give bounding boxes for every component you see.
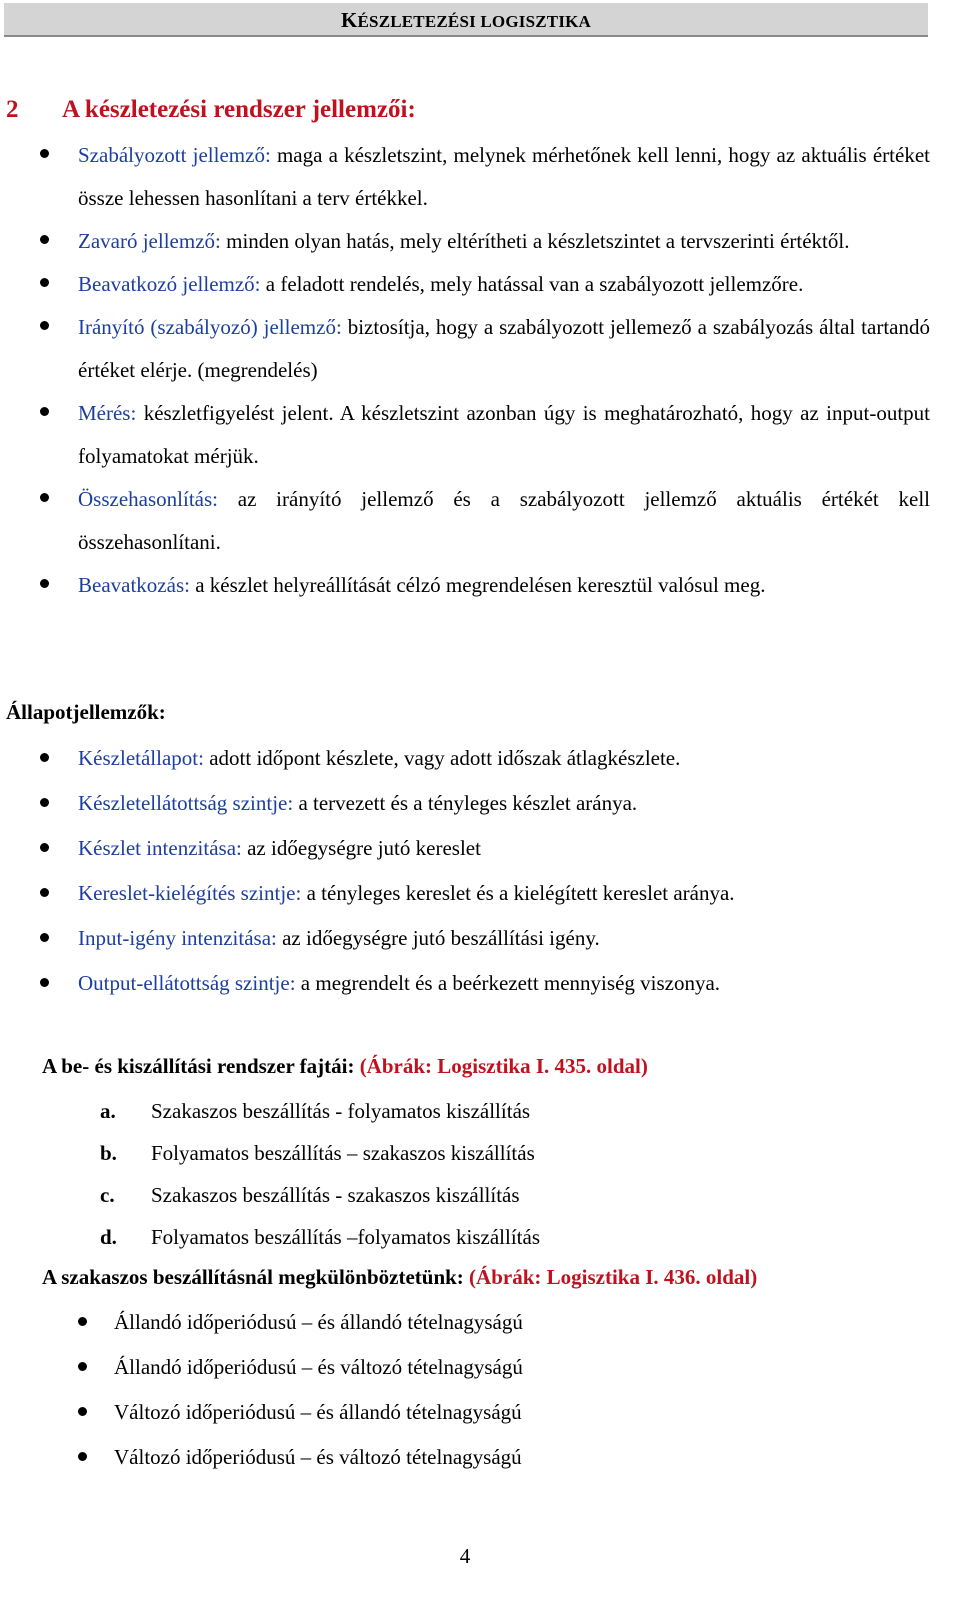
- list-item: [0, 306, 930, 392]
- item-letter: c.: [100, 1183, 115, 1207]
- bullet-icon: [40, 493, 49, 502]
- term: Összehasonlítás:: [78, 487, 218, 511]
- definition: biztosítja, hogy a szabályozott jellemező a szabályozás által tartandó értéket elérje. (megrendelés): [78, 315, 930, 382]
- bullet-icon: [40, 798, 49, 807]
- list-item: [0, 871, 930, 916]
- running-header: [4, 3, 928, 37]
- item-text: Változó időperiódusú – és változó tételnagyságú: [114, 1445, 522, 1469]
- state-characteristics-heading: Állapotjellemzők:: [6, 700, 166, 724]
- list-item: [0, 478, 930, 564]
- bullet-icon: [40, 278, 49, 287]
- definition: a tényleges kereslet és a kielégített kereslet aránya.: [301, 881, 735, 905]
- definition: a megrendelt és a beérkezett mennyiség viszonya.: [295, 971, 721, 995]
- delivery-types-title: A be- és kiszállítási rendszer fajtái:: [42, 1054, 360, 1078]
- bullet-icon: [40, 978, 49, 987]
- section-number: 2: [6, 96, 19, 123]
- delivery-types-reference: (Ábrák: Logisztika I. 435. oldal): [359, 1054, 648, 1078]
- term: Készletellátottság szintje:: [78, 791, 294, 815]
- bullet-icon: [40, 933, 49, 942]
- term: Zavaró jellemző:: [78, 229, 221, 253]
- term: Output-ellátottság szintje:: [78, 971, 296, 995]
- page-number: 4: [459, 1544, 471, 1568]
- term: Készlet intenzitása:: [78, 836, 242, 860]
- list-item: [0, 1390, 523, 1435]
- item-text: Folyamatos beszállítás –folyamatos kiszállítás: [151, 1225, 541, 1249]
- term: Szabályozott jellemző:: [78, 143, 271, 167]
- list-item: [0, 961, 930, 1006]
- list-item: [0, 736, 930, 781]
- list-item: [0, 1435, 523, 1480]
- section-heading: [6, 96, 416, 124]
- delivery-types-list: [100, 1090, 540, 1258]
- bullet-icon: [40, 843, 49, 852]
- item-text: Állandó időperiódusú – és változó tételnagyságú: [114, 1355, 523, 1379]
- header-initial: K: [340, 8, 358, 32]
- term: Beavatkozás:: [78, 573, 190, 597]
- periodic-delivery-heading: [42, 1265, 757, 1290]
- state-characteristics-list: [0, 736, 930, 1006]
- periodic-delivery-title: A szakaszos beszállításnál megkülönböztetünk:: [42, 1265, 470, 1289]
- definition: készletfigyelést jelent. A készletszint azonban úgy is meghatározható, hogy az input-output folyamatokat mérjük.: [78, 401, 930, 468]
- definition: a tervezett és a tényleges készlet aránya.: [293, 791, 638, 815]
- item-letter: a.: [100, 1099, 116, 1123]
- list-item: [0, 392, 930, 478]
- definition: adott időpont készlete, vagy adott időszak átlagkészlete.: [203, 746, 681, 770]
- header-rest: ÉSZLETEZÉSI LOGISZTIKA: [357, 12, 592, 31]
- bullet-icon: [78, 1317, 87, 1326]
- section-title: A készletezési rendszer jellemzői:: [62, 96, 416, 123]
- bullet-icon: [40, 888, 49, 897]
- list-item: [100, 1216, 540, 1258]
- list-item: [0, 263, 930, 306]
- term: Input-igény intenzitása:: [78, 926, 277, 950]
- item-text: Folyamatos beszállítás – szakaszos kiszállítás: [151, 1141, 535, 1165]
- term: Irányító (szabályozó) jellemző:: [78, 315, 342, 339]
- list-item: [0, 1300, 523, 1345]
- item-text: Szakaszos beszállítás - folyamatos kiszállítás: [151, 1099, 531, 1123]
- list-item: [100, 1174, 540, 1216]
- list-item: [0, 220, 930, 263]
- definition: minden olyan hatás, mely eltérítheti a készletszintet a tervszerinti értéktől.: [220, 229, 850, 253]
- list-item: [0, 1345, 523, 1390]
- characteristics-list: [0, 134, 930, 607]
- bullet-icon: [40, 149, 49, 158]
- list-item: [0, 916, 930, 961]
- item-text: Állandó időperiódusú – és állandó tételnagyságú: [114, 1310, 523, 1334]
- bullet-icon: [78, 1452, 87, 1461]
- bullet-icon: [40, 579, 49, 588]
- definition: a feladott rendelés, mely hatással van a szabályozott jellemzőre.: [260, 272, 804, 296]
- periodic-delivery-reference: (Ábrák: Logisztika I. 436. oldal): [469, 1265, 758, 1289]
- definition: az irányító jellemző és a szabályozott jellemző aktuális értékét kell összehasonlítani.: [78, 487, 930, 554]
- term: Kereslet-kielégítés szintje:: [78, 881, 302, 905]
- bullet-icon: [40, 235, 49, 244]
- item-text: Változó időperiódusú – és állandó tételnagyságú: [114, 1400, 522, 1424]
- definition: az időegységre jutó beszállítási igény.: [276, 926, 600, 950]
- list-item: [0, 781, 930, 826]
- bullet-icon: [78, 1407, 87, 1416]
- definition: a készlet helyreállítását célzó megrendelésen keresztül valósul meg.: [189, 573, 766, 597]
- list-item: [0, 564, 930, 607]
- definition: maga a készletszint, melynek mérhetőnek kell lenni, hogy az aktuális értéket össze lehessen hasonlítani a terv értékkel.: [78, 143, 930, 210]
- bullet-icon: [40, 321, 49, 330]
- term: Mérés:: [78, 401, 137, 425]
- term: Készletállapot:: [78, 746, 204, 770]
- bullet-icon: [40, 753, 49, 762]
- list-item: [0, 134, 930, 220]
- periodic-delivery-list: [0, 1300, 523, 1480]
- bullet-icon: [78, 1362, 87, 1371]
- item-letter: b.: [100, 1141, 117, 1165]
- list-item: [0, 826, 930, 871]
- definition: az időegységre jutó kereslet: [241, 836, 481, 860]
- term: Beavatkozó jellemző:: [78, 272, 261, 296]
- delivery-types-heading: [42, 1054, 648, 1079]
- list-item: [100, 1132, 540, 1174]
- item-text: Szakaszos beszállítás - szakaszos kiszállítás: [151, 1183, 520, 1207]
- bullet-icon: [40, 407, 49, 416]
- item-letter: d.: [100, 1225, 117, 1249]
- list-item: [100, 1090, 540, 1132]
